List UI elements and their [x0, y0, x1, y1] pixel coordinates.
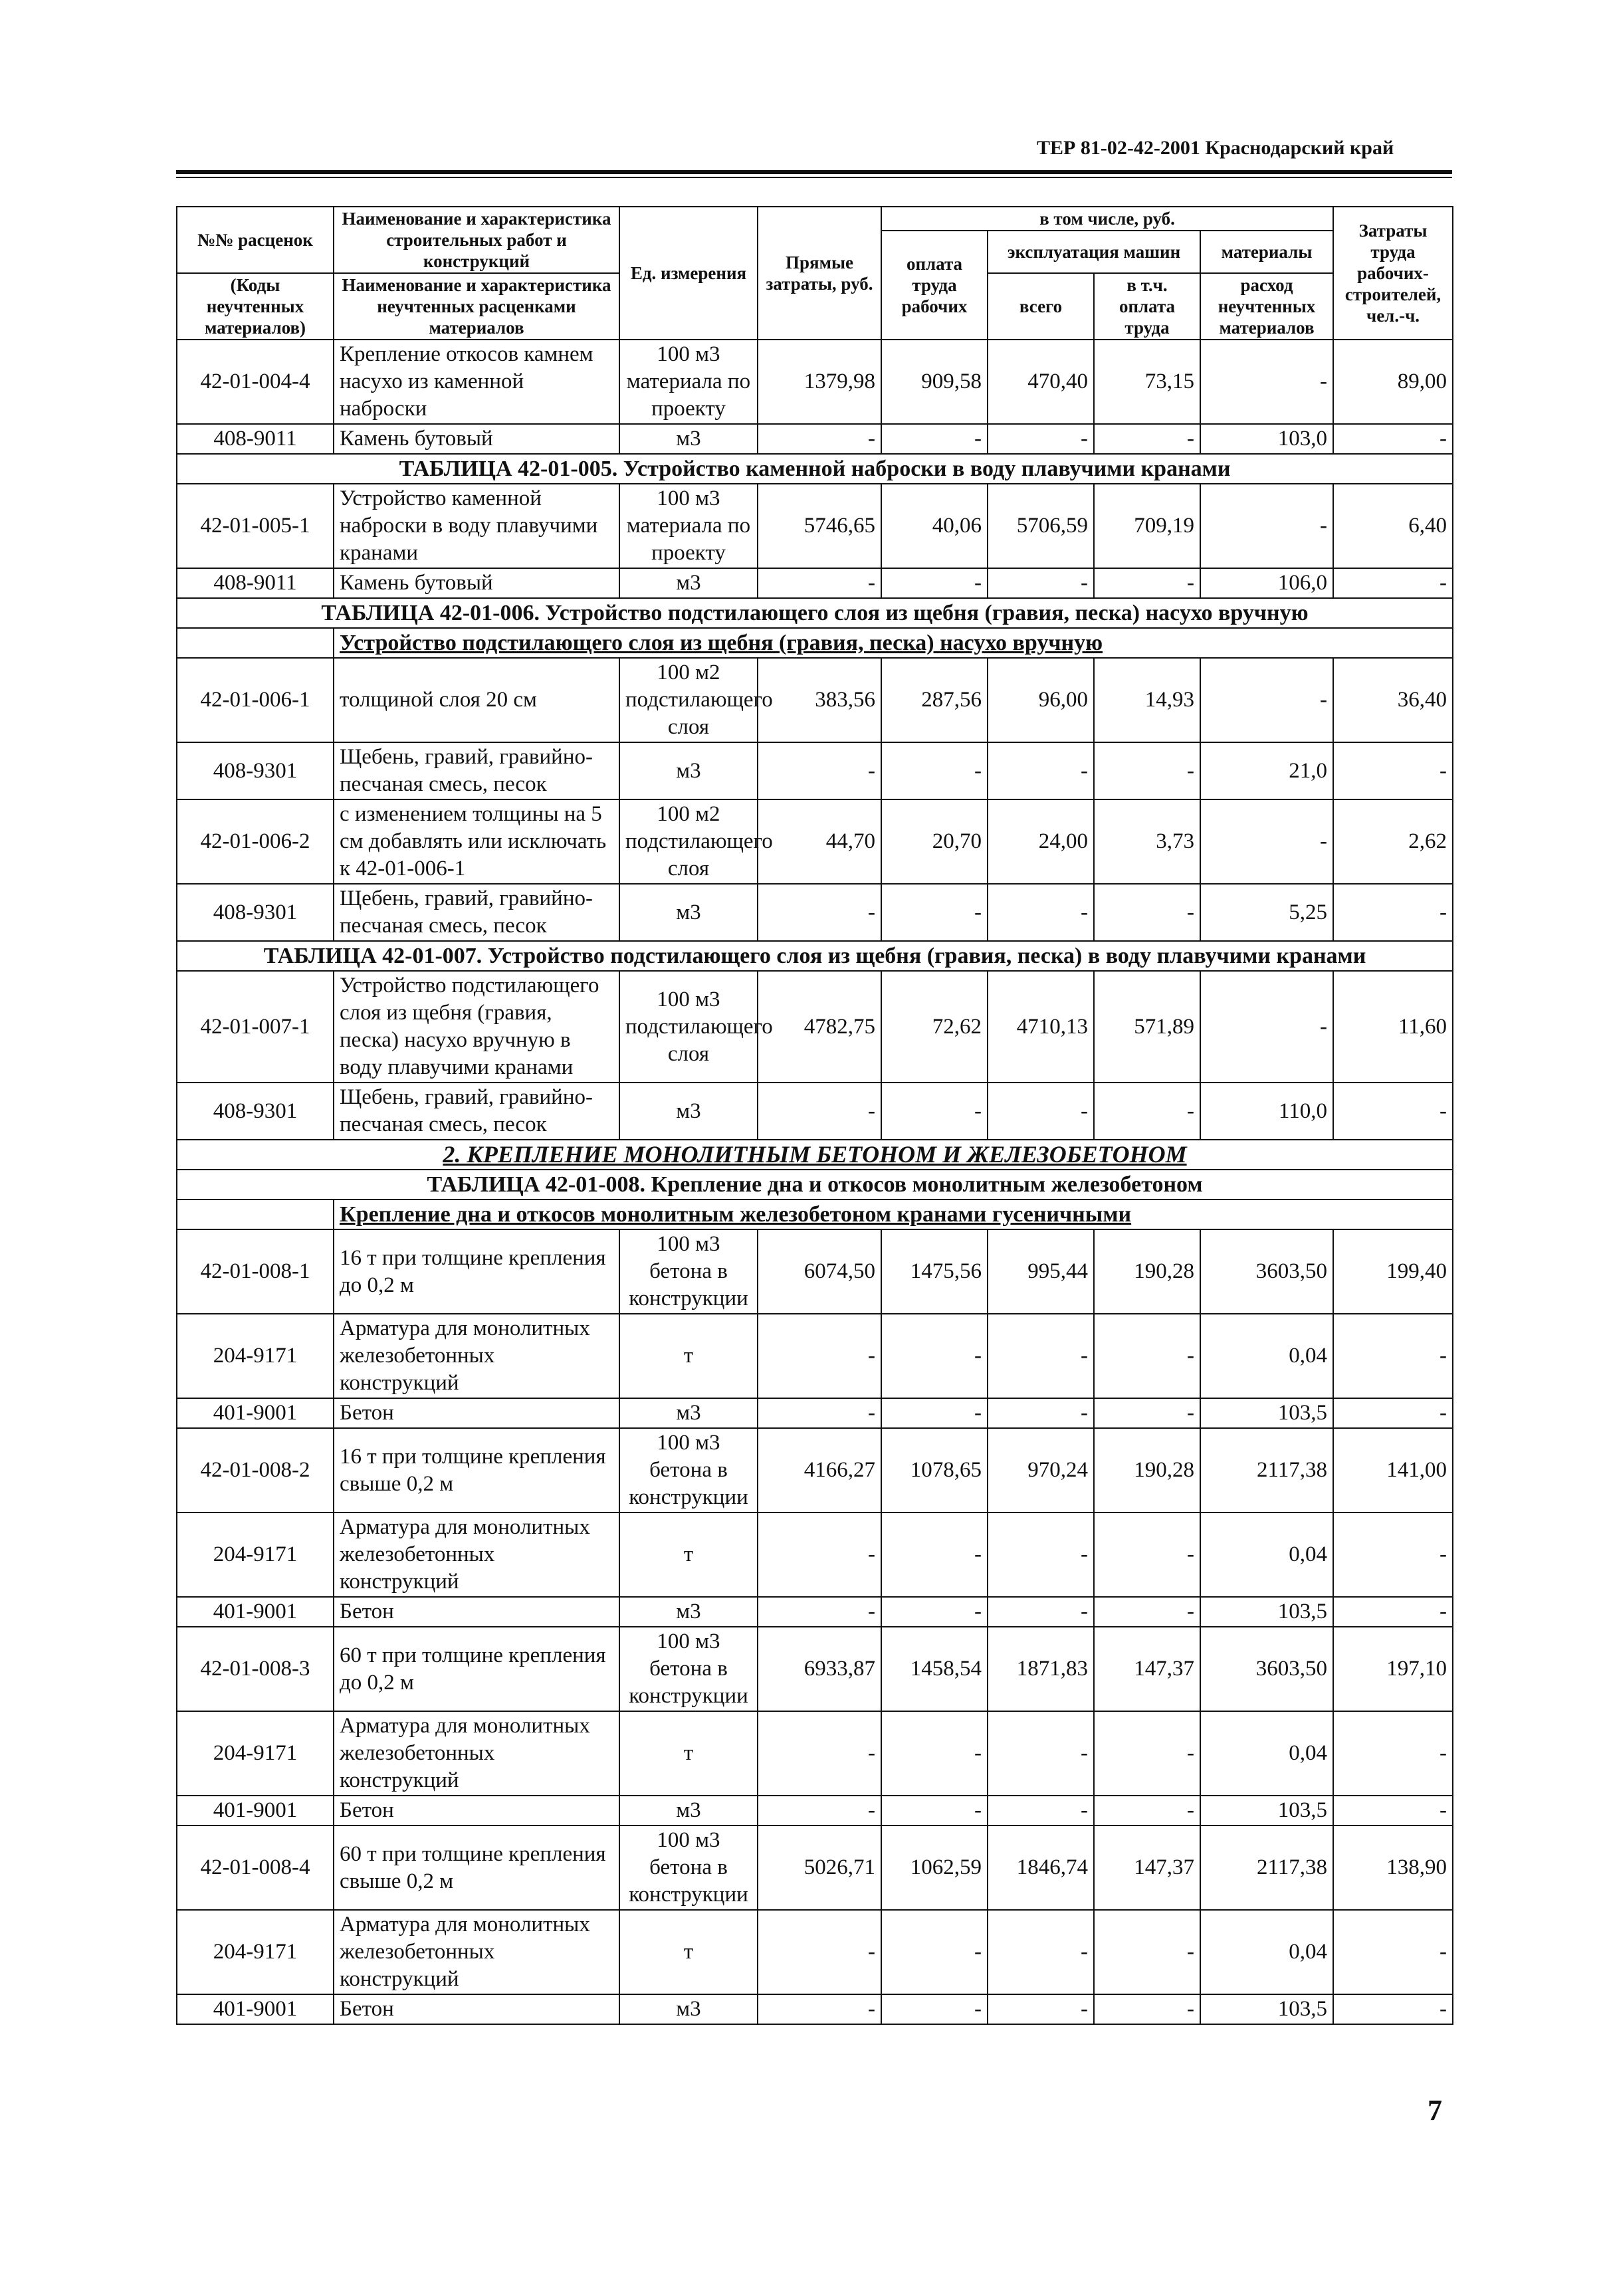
- machines-total-cell: -: [988, 742, 1094, 799]
- unit-cell: 100 м2 подстилающего слоя: [619, 799, 758, 884]
- labor-hours-cell: 2,62: [1333, 799, 1453, 884]
- direct-cost-cell: 44,70: [758, 799, 881, 884]
- machines-pay-cell: -: [1094, 1597, 1200, 1627]
- materials-cell: 103,5: [1200, 1398, 1333, 1428]
- machines-pay-cell: -: [1094, 424, 1200, 454]
- name-cell: Щебень, гравий, гравийно-песчаная смесь, песок: [334, 884, 619, 941]
- labor-hours-cell: 36,40: [1333, 658, 1453, 742]
- machines-total-cell: 5706,59: [988, 484, 1094, 568]
- unit-cell: т: [619, 1711, 758, 1796]
- machines-pay-cell: 571,89: [1094, 971, 1200, 1083]
- header-rule: [176, 170, 1452, 174]
- rate-row: [177, 971, 1453, 1083]
- machines-total-cell: -: [988, 1711, 1094, 1796]
- material-row: [177, 1711, 1453, 1796]
- subheading: Крепление дна и откосов монолитным железобетоном кранами гусеничными: [334, 1200, 1453, 1229]
- code-cell: 408-9011: [177, 568, 334, 598]
- labor-pay-cell: 40,06: [881, 484, 988, 568]
- material-row: [177, 568, 1453, 598]
- labor-hours-cell: 6,40: [1333, 484, 1453, 568]
- code-cell: 204-9171: [177, 1910, 334, 1994]
- direct-cost-cell: -: [758, 884, 881, 941]
- machines-pay-cell: 3,73: [1094, 799, 1200, 884]
- unit-cell: м3: [619, 884, 758, 941]
- col-name-header: Наименование и характеристика строительных работ и конструкций: [334, 207, 619, 273]
- machines-total-cell: 1871,83: [988, 1627, 1094, 1711]
- machines-total-cell: -: [988, 1398, 1094, 1428]
- rate-row: [177, 1428, 1453, 1513]
- labor-hours-cell: 197,10: [1333, 1627, 1453, 1711]
- header-rule-thin: [176, 177, 1452, 178]
- unit-cell: 100 м3 материала по проекту: [619, 484, 758, 568]
- code-cell: 42-01-008-4: [177, 1826, 334, 1910]
- labor-pay-cell: 72,62: [881, 971, 988, 1083]
- code-cell-empty: [177, 628, 334, 658]
- name-cell: 16 т при толщине крепления свыше 0,2 м: [334, 1428, 619, 1513]
- unit-cell: м3: [619, 1796, 758, 1826]
- machines-pay-cell: 14,93: [1094, 658, 1200, 742]
- section-title: 2. КРЕПЛЕНИЕ МОНОЛИТНЫМ БЕТОНОМ И ЖЕЛЕЗОБЕТОНОМ: [177, 1140, 1453, 1170]
- labor-pay-cell: -: [881, 1796, 988, 1826]
- labor-hours-cell: -: [1333, 1597, 1453, 1627]
- labor-hours-cell: -: [1333, 1513, 1453, 1597]
- unit-cell: 100 м3 бетона в конструкции: [619, 1627, 758, 1711]
- machines-pay-cell: 709,19: [1094, 484, 1200, 568]
- table-body: [177, 340, 1453, 2024]
- machines-total-cell: -: [988, 568, 1094, 598]
- unit-cell: м3: [619, 1597, 758, 1627]
- materials-cell: 2117,38: [1200, 1826, 1333, 1910]
- table-header: [177, 207, 1453, 340]
- code-cell: 408-9301: [177, 742, 334, 799]
- code-cell: 42-01-008-2: [177, 1428, 334, 1513]
- col-incl-header: в том числе, руб.: [881, 207, 1333, 231]
- table-title: ТАБЛИЦА 42-01-006. Устройство подстилающего слоя из щебня (гравия, песка) насухо вручную: [177, 598, 1453, 628]
- unit-cell: м3: [619, 742, 758, 799]
- code-cell: 204-9171: [177, 1513, 334, 1597]
- machines-total-cell: 970,24: [988, 1428, 1094, 1513]
- name-cell: Бетон: [334, 1597, 619, 1627]
- machines-total-cell: -: [988, 1314, 1094, 1398]
- machines-total-cell: 1846,74: [988, 1826, 1094, 1910]
- materials-cell: -: [1200, 340, 1333, 424]
- name-cell: Бетон: [334, 1994, 619, 2024]
- machines-pay-cell: 147,37: [1094, 1627, 1200, 1711]
- code-cell: 408-9301: [177, 1083, 334, 1140]
- table-title-row: [177, 941, 1453, 971]
- name-cell: с изменением толщины на 5 см добавлять или исключать к 42-01-006-1: [334, 799, 619, 884]
- machines-total-cell: 4710,13: [988, 971, 1094, 1083]
- materials-cell: 103,5: [1200, 1994, 1333, 2024]
- labor-hours-cell: -: [1333, 1083, 1453, 1140]
- direct-cost-cell: -: [758, 1597, 881, 1627]
- labor-pay-cell: 20,70: [881, 799, 988, 884]
- machines-total-cell: -: [988, 1796, 1094, 1826]
- code-cell: 42-01-005-1: [177, 484, 334, 568]
- unit-cell: м3: [619, 1994, 758, 2024]
- labor-pay-cell: 1458,54: [881, 1627, 988, 1711]
- name-cell: Арматура для монолитных железобетонных конструкций: [334, 1910, 619, 1994]
- rate-row: [177, 1826, 1453, 1910]
- code-cell: 204-9171: [177, 1711, 334, 1796]
- direct-cost-cell: -: [758, 1513, 881, 1597]
- rate-row: [177, 1627, 1453, 1711]
- machines-pay-cell: 147,37: [1094, 1826, 1200, 1910]
- direct-cost-cell: 1379,98: [758, 340, 881, 424]
- unit-cell: 100 м3 подстилающего слоя: [619, 971, 758, 1083]
- labor-hours-cell: -: [1333, 1314, 1453, 1398]
- direct-cost-cell: 4166,27: [758, 1428, 881, 1513]
- machines-pay-cell: -: [1094, 1910, 1200, 1994]
- direct-cost-cell: -: [758, 568, 881, 598]
- materials-cell: 0,04: [1200, 1314, 1333, 1398]
- name-cell: Арматура для монолитных железобетонных конструкций: [334, 1513, 619, 1597]
- direct-cost-cell: -: [758, 742, 881, 799]
- name-cell: Устройство каменной наброски в воду плавучими кранами: [334, 484, 619, 568]
- machines-pay-cell: -: [1094, 1513, 1200, 1597]
- name-cell: 60 т при толщине крепления свыше 0,2 м: [334, 1826, 619, 1910]
- labor-pay-cell: -: [881, 1398, 988, 1428]
- table-title: ТАБЛИЦА 42-01-005. Устройство каменной наброски в воду плавучими кранами: [177, 454, 1453, 484]
- col-labor-header: Затраты труда рабочих-строителей, чел.-ч.: [1333, 207, 1453, 340]
- rate-row: [177, 484, 1453, 568]
- materials-cell: 106,0: [1200, 568, 1333, 598]
- section-title-row: [177, 1140, 1453, 1170]
- table-title: ТАБЛИЦА 42-01-007. Устройство подстилающего слоя из щебня (гравия, песка) в воду плавучими кранами: [177, 941, 1453, 971]
- machines-total-cell: -: [988, 424, 1094, 454]
- direct-cost-cell: 6074,50: [758, 1229, 881, 1314]
- material-row: [177, 884, 1453, 941]
- unit-cell: 100 м3 бетона в конструкции: [619, 1826, 758, 1910]
- labor-hours-cell: -: [1333, 1398, 1453, 1428]
- labor-pay-cell: -: [881, 1994, 988, 2024]
- material-row: [177, 742, 1453, 799]
- materials-cell: 0,04: [1200, 1513, 1333, 1597]
- labor-hours-cell: -: [1333, 1910, 1453, 1994]
- materials-cell: 0,04: [1200, 1910, 1333, 1994]
- direct-cost-cell: 383,56: [758, 658, 881, 742]
- machines-pay-cell: -: [1094, 568, 1200, 598]
- materials-cell: 2117,38: [1200, 1428, 1333, 1513]
- name-cell: Крепление откосов камнем насухо из каменной наброски: [334, 340, 619, 424]
- name-cell: Щебень, гравий, гравийно-песчаная смесь, песок: [334, 742, 619, 799]
- materials-cell: -: [1200, 971, 1333, 1083]
- col-code-sub-header: (Коды неучтенных материалов): [177, 273, 334, 340]
- machines-pay-cell: -: [1094, 1314, 1200, 1398]
- material-row: [177, 1314, 1453, 1398]
- labor-hours-cell: -: [1333, 884, 1453, 941]
- code-cell: 401-9001: [177, 1994, 334, 2024]
- name-cell: 16 т при толщине крепления до 0,2 м: [334, 1229, 619, 1314]
- table-title-row: [177, 598, 1453, 628]
- col-direct-header: Прямые затраты, руб.: [758, 207, 881, 340]
- machines-pay-cell: -: [1094, 742, 1200, 799]
- code-cell: 42-01-008-1: [177, 1229, 334, 1314]
- direct-cost-cell: 5026,71: [758, 1826, 881, 1910]
- code-cell: 408-9301: [177, 884, 334, 941]
- table-title: ТАБЛИЦА 42-01-008. Крепление дна и откосов монолитным железобетоном: [177, 1170, 1453, 1200]
- rate-row: [177, 658, 1453, 742]
- labor-hours-cell: -: [1333, 1796, 1453, 1826]
- col-mach-total-header: всего: [988, 273, 1094, 340]
- code-cell-empty: [177, 1200, 334, 1229]
- machines-pay-cell: -: [1094, 1994, 1200, 2024]
- machines-pay-cell: -: [1094, 1711, 1200, 1796]
- material-row: [177, 1083, 1453, 1140]
- name-cell: Камень бутовый: [334, 568, 619, 598]
- materials-cell: -: [1200, 484, 1333, 568]
- col-code-header: №№ расценок: [177, 207, 334, 273]
- labor-pay-cell: 1475,56: [881, 1229, 988, 1314]
- machines-total-cell: -: [988, 1513, 1094, 1597]
- labor-pay-cell: -: [881, 1597, 988, 1627]
- direct-cost-cell: -: [758, 1910, 881, 1994]
- machines-pay-cell: -: [1094, 1398, 1200, 1428]
- unit-cell: м3: [619, 568, 758, 598]
- direct-cost-cell: -: [758, 1083, 881, 1140]
- direct-cost-cell: -: [758, 1711, 881, 1796]
- col-mat-sub-header: расход неучтенных материалов: [1200, 273, 1333, 340]
- labor-hours-cell: 11,60: [1333, 971, 1453, 1083]
- direct-cost-cell: 4782,75: [758, 971, 881, 1083]
- labor-hours-cell: 199,40: [1333, 1229, 1453, 1314]
- labor-hours-cell: -: [1333, 1711, 1453, 1796]
- labor-pay-cell: -: [881, 1910, 988, 1994]
- labor-pay-cell: -: [881, 742, 988, 799]
- labor-pay-cell: 1062,59: [881, 1826, 988, 1910]
- labor-hours-cell: -: [1333, 424, 1453, 454]
- material-row: [177, 1910, 1453, 1994]
- materials-cell: -: [1200, 799, 1333, 884]
- labor-pay-cell: -: [881, 1314, 988, 1398]
- unit-cell: 100 м3 материала по проекту: [619, 340, 758, 424]
- rate-row: [177, 340, 1453, 424]
- materials-cell: 103,5: [1200, 1796, 1333, 1826]
- labor-pay-cell: 1078,65: [881, 1428, 988, 1513]
- materials-cell: 110,0: [1200, 1083, 1333, 1140]
- materials-cell: 3603,50: [1200, 1627, 1333, 1711]
- machines-pay-cell: -: [1094, 884, 1200, 941]
- name-cell: толщиной слоя 20 см: [334, 658, 619, 742]
- labor-pay-cell: -: [881, 424, 988, 454]
- subheading-row: [177, 1200, 1453, 1229]
- col-unit-header: Ед. измерения: [619, 207, 758, 340]
- unit-cell: 100 м2 подстилающего слоя: [619, 658, 758, 742]
- direct-cost-cell: -: [758, 1314, 881, 1398]
- machines-pay-cell: 190,28: [1094, 1428, 1200, 1513]
- code-cell: 42-01-007-1: [177, 971, 334, 1083]
- materials-cell: 21,0: [1200, 742, 1333, 799]
- rates-table: [176, 206, 1453, 2025]
- labor-hours-cell: 138,90: [1333, 1826, 1453, 1910]
- code-cell: 408-9011: [177, 424, 334, 454]
- direct-cost-cell: 6933,87: [758, 1627, 881, 1711]
- material-row: [177, 1994, 1453, 2024]
- direct-cost-cell: -: [758, 424, 881, 454]
- subheading: Устройство подстилающего слоя из щебня (гравия, песка) насухо вручную: [334, 628, 1453, 658]
- machines-total-cell: 995,44: [988, 1229, 1094, 1314]
- machines-total-cell: -: [988, 884, 1094, 941]
- subheading-row: [177, 628, 1453, 658]
- code-cell: 42-01-004-4: [177, 340, 334, 424]
- machines-pay-cell: -: [1094, 1796, 1200, 1826]
- labor-hours-cell: 89,00: [1333, 340, 1453, 424]
- code-cell: 42-01-006-1: [177, 658, 334, 742]
- labor-hours-cell: 141,00: [1333, 1428, 1453, 1513]
- code-cell: 204-9171: [177, 1314, 334, 1398]
- document-header: ТЕР 81-02-42-2001 Краснодарский край: [1037, 137, 1394, 159]
- machines-total-cell: -: [988, 1597, 1094, 1627]
- machines-total-cell: 96,00: [988, 658, 1094, 742]
- labor-hours-cell: -: [1333, 568, 1453, 598]
- material-row: [177, 1398, 1453, 1428]
- code-cell: 42-01-006-2: [177, 799, 334, 884]
- materials-cell: 103,0: [1200, 424, 1333, 454]
- unit-cell: т: [619, 1513, 758, 1597]
- col-mach-pay-header: в т.ч. оплата труда: [1094, 273, 1200, 340]
- unit-cell: т: [619, 1910, 758, 1994]
- name-cell: Арматура для монолитных железобетонных конструкций: [334, 1711, 619, 1796]
- machines-pay-cell: -: [1094, 1083, 1200, 1140]
- labor-pay-cell: 909,58: [881, 340, 988, 424]
- code-cell: 401-9001: [177, 1398, 334, 1428]
- code-cell: 42-01-008-3: [177, 1627, 334, 1711]
- material-row: [177, 424, 1453, 454]
- unit-cell: м3: [619, 1398, 758, 1428]
- machines-total-cell: -: [988, 1083, 1094, 1140]
- direct-cost-cell: 5746,65: [758, 484, 881, 568]
- col-machines-header: эксплуатация машин: [988, 231, 1200, 273]
- materials-cell: 5,25: [1200, 884, 1333, 941]
- labor-pay-cell: -: [881, 1513, 988, 1597]
- col-pay-header: оплата труда рабочих: [881, 231, 988, 340]
- page-number: 7: [1428, 2094, 1442, 2127]
- machines-total-cell: -: [988, 1994, 1094, 2024]
- labor-pay-cell: -: [881, 1083, 988, 1140]
- direct-cost-cell: -: [758, 1994, 881, 2024]
- machines-total-cell: 24,00: [988, 799, 1094, 884]
- code-cell: 401-9001: [177, 1597, 334, 1627]
- labor-pay-cell: 287,56: [881, 658, 988, 742]
- machines-pay-cell: 73,15: [1094, 340, 1200, 424]
- unit-cell: м3: [619, 1083, 758, 1140]
- labor-pay-cell: -: [881, 1711, 988, 1796]
- materials-cell: 0,04: [1200, 1711, 1333, 1796]
- name-cell: 60 т при толщине крепления до 0,2 м: [334, 1627, 619, 1711]
- name-cell: Бетон: [334, 1796, 619, 1826]
- labor-hours-cell: -: [1333, 742, 1453, 799]
- materials-cell: -: [1200, 658, 1333, 742]
- labor-pay-cell: -: [881, 568, 988, 598]
- name-cell: Камень бутовый: [334, 424, 619, 454]
- labor-pay-cell: -: [881, 884, 988, 941]
- col-name-sub-header: Наименование и характеристика неучтенных расценками материалов: [334, 273, 619, 340]
- name-cell: Арматура для монолитных железобетонных конструкций: [334, 1314, 619, 1398]
- col-materials-header: материалы: [1200, 231, 1333, 273]
- unit-cell: м3: [619, 424, 758, 454]
- unit-cell: 100 м3 бетона в конструкции: [619, 1428, 758, 1513]
- materials-cell: 103,5: [1200, 1597, 1333, 1627]
- name-cell: Щебень, гравий, гравийно-песчаная смесь, песок: [334, 1083, 619, 1140]
- direct-cost-cell: -: [758, 1796, 881, 1826]
- material-row: [177, 1597, 1453, 1627]
- material-row: [177, 1796, 1453, 1826]
- unit-cell: т: [619, 1314, 758, 1398]
- rate-row: [177, 1229, 1453, 1314]
- material-row: [177, 1513, 1453, 1597]
- rate-row: [177, 799, 1453, 884]
- table-title-row: [177, 1170, 1453, 1200]
- name-cell: Устройство подстилающего слоя из щебня (гравия, песка) насухо вручную в воду плавучими кранами: [334, 971, 619, 1083]
- machines-total-cell: -: [988, 1910, 1094, 1994]
- machines-total-cell: 470,40: [988, 340, 1094, 424]
- direct-cost-cell: -: [758, 1398, 881, 1428]
- code-cell: 401-9001: [177, 1796, 334, 1826]
- machines-pay-cell: 190,28: [1094, 1229, 1200, 1314]
- labor-hours-cell: -: [1333, 1994, 1453, 2024]
- table-title-row: [177, 454, 1453, 484]
- materials-cell: 3603,50: [1200, 1229, 1333, 1314]
- unit-cell: 100 м3 бетона в конструкции: [619, 1229, 758, 1314]
- name-cell: Бетон: [334, 1398, 619, 1428]
